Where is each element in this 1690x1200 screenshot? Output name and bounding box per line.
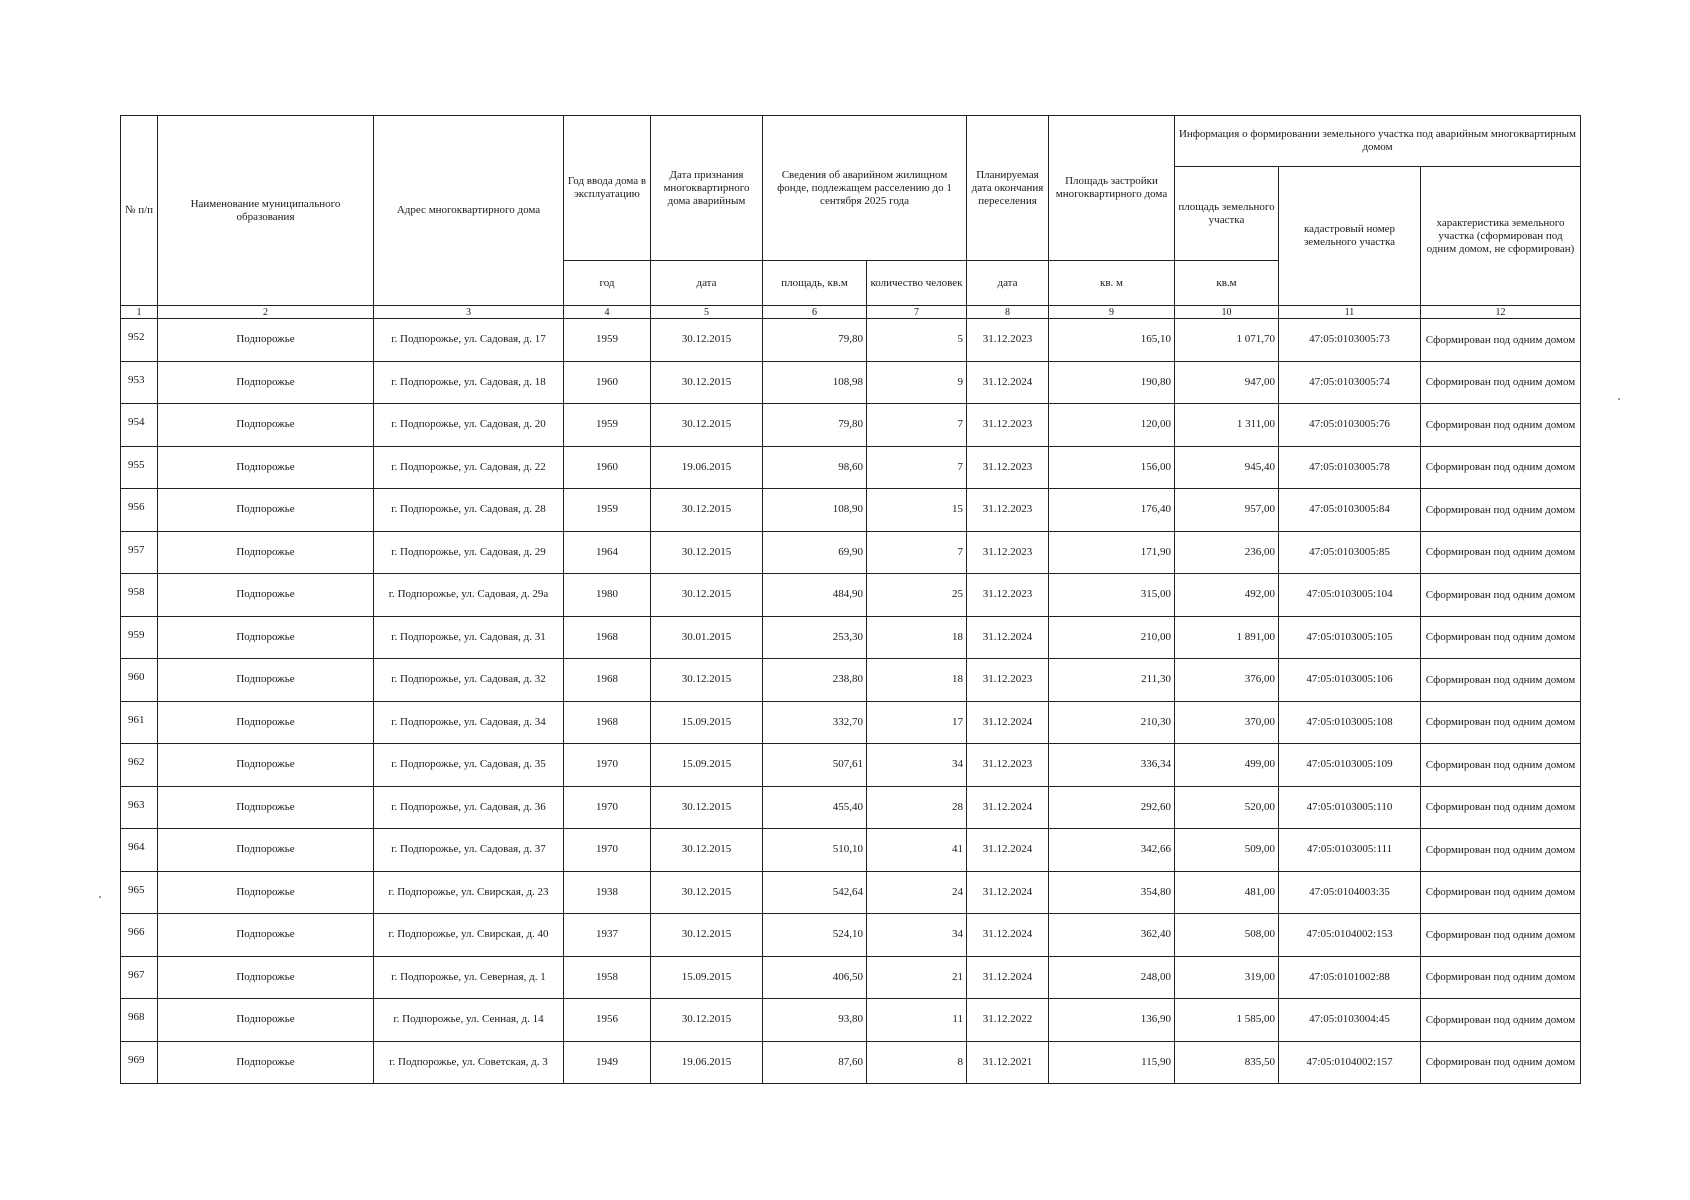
row-number: 965 [121,871,158,914]
header-land-area: площадь земельного участка [1175,167,1279,261]
row-number: 960 [121,659,158,702]
table-body [121,319,1581,1084]
address-cell: г. Подпорожье, ул. Садовая, д. 34 [374,701,564,744]
planned-date-cell: 31.12.2021 [967,1041,1049,1084]
area-cell: 542,64 [763,871,867,914]
cadastral-cell: 47:05:0104002:157 [1279,1041,1421,1084]
area-cell: 79,80 [763,404,867,447]
recognized-date-cell: 15.09.2015 [651,701,763,744]
cadastral-cell: 47:05:0103005:84 [1279,489,1421,532]
recognized-date-cell: 15.09.2015 [651,744,763,787]
area-cell: 524,10 [763,914,867,957]
col-number: 8 [967,306,1049,319]
address-cell: г. Подпорожье, ул. Садовая, д. 35 [374,744,564,787]
document-sheet [120,115,1581,1084]
people-cell: 9 [867,361,967,404]
row-number: 956 [121,489,158,532]
land-area-cell: 945,40 [1175,446,1279,489]
building-area-cell: 120,00 [1049,404,1175,447]
col-number: 10 [1175,306,1279,319]
planned-date-cell: 31.12.2023 [967,489,1049,532]
table-row [121,701,1581,744]
address-cell: г. Подпорожье, ул. Северная, д. 1 [374,956,564,999]
building-area-cell: 136,90 [1049,999,1175,1042]
unit-date-plan: дата [967,261,1049,306]
row-number: 962 [121,744,158,787]
land-char-cell: Сформирован под одним домом [1421,701,1581,744]
land-char-cell: Сформирован под одним домом [1421,404,1581,447]
area-cell: 507,61 [763,744,867,787]
recognized-date-cell: 30.12.2015 [651,914,763,957]
cadastral-cell: 47:05:0103005:106 [1279,659,1421,702]
table-row [121,786,1581,829]
recognized-date-cell: 15.09.2015 [651,956,763,999]
row-number: 952 [121,319,158,362]
recognized-date-cell: 30.12.2015 [651,659,763,702]
area-cell: 332,70 [763,701,867,744]
planned-date-cell: 31.12.2024 [967,361,1049,404]
municipality-cell: Подпорожье [158,531,374,574]
area-cell: 79,80 [763,319,867,362]
recognized-date-cell: 30.12.2015 [651,361,763,404]
planned-date-cell: 31.12.2023 [967,446,1049,489]
cadastral-cell: 47:05:0101002:88 [1279,956,1421,999]
municipality-cell: Подпорожье [158,701,374,744]
table-row [121,956,1581,999]
address-cell: г. Подпорожье, ул. Садовая, д. 32 [374,659,564,702]
year-cell: 1959 [564,319,651,362]
table-row [121,361,1581,404]
land-char-cell: Сформирован под одним домом [1421,914,1581,957]
address-cell: г. Подпорожье, ул. Сенная, д. 14 [374,999,564,1042]
header-emergency-fund: Сведения об аварийном жилищном фонде, подлежащем расселению до 1 сентября 2025 года [763,116,967,261]
recognized-date-cell: 19.06.2015 [651,446,763,489]
people-cell: 34 [867,744,967,787]
address-cell: г. Подпорожье, ул. Садовая, д. 37 [374,829,564,872]
people-cell: 25 [867,574,967,617]
table-row [121,404,1581,447]
people-cell: 7 [867,531,967,574]
row-number: 964 [121,829,158,872]
header-year-built: Год ввода дома в эксплуатацию [564,116,651,261]
land-area-cell: 1 585,00 [1175,999,1279,1042]
address-cell: г. Подпорожье, ул. Садовая, д. 20 [374,404,564,447]
year-cell: 1968 [564,616,651,659]
land-area-cell: 947,00 [1175,361,1279,404]
planned-date-cell: 31.12.2023 [967,659,1049,702]
land-char-cell: Сформирован под одним домом [1421,446,1581,489]
table-row [121,914,1581,957]
building-area-cell: 211,30 [1049,659,1175,702]
area-cell: 98,60 [763,446,867,489]
table-row [121,871,1581,914]
col-number: 12 [1421,306,1581,319]
address-cell: г. Подпорожье, ул. Садовая, д. 22 [374,446,564,489]
cadastral-cell: 47:05:0103005:110 [1279,786,1421,829]
row-number: 967 [121,956,158,999]
area-cell: 69,90 [763,531,867,574]
address-cell: г. Подпорожье, ул. Садовая, д. 18 [374,361,564,404]
cadastral-cell: 47:05:0103004:45 [1279,999,1421,1042]
municipality-cell: Подпорожье [158,574,374,617]
address-cell: г. Подпорожье, ул. Садовая, д. 29а [374,574,564,617]
land-area-cell: 1 891,00 [1175,616,1279,659]
land-char-cell: Сформирован под одним домом [1421,574,1581,617]
planned-date-cell: 31.12.2024 [967,701,1049,744]
cadastral-cell: 47:05:0103005:108 [1279,701,1421,744]
land-area-cell: 236,00 [1175,531,1279,574]
land-char-cell: Сформирован под одним домом [1421,744,1581,787]
planned-date-cell: 31.12.2023 [967,744,1049,787]
planned-date-cell: 31.12.2024 [967,786,1049,829]
cadastral-cell: 47:05:0103005:78 [1279,446,1421,489]
year-cell: 1937 [564,914,651,957]
planned-date-cell: 31.12.2024 [967,914,1049,957]
municipality-cell: Подпорожье [158,871,374,914]
land-char-cell: Сформирован под одним домом [1421,871,1581,914]
land-area-cell: 481,00 [1175,871,1279,914]
row-number: 955 [121,446,158,489]
building-area-cell: 342,66 [1049,829,1175,872]
building-area-cell: 336,34 [1049,744,1175,787]
land-char-cell: Сформирован под одним домом [1421,999,1581,1042]
land-area-cell: 957,00 [1175,489,1279,532]
col-number: 4 [564,306,651,319]
table-row [121,531,1581,574]
year-cell: 1964 [564,531,651,574]
row-number: 958 [121,574,158,617]
cadastral-cell: 47:05:0104003:35 [1279,871,1421,914]
land-area-cell: 1 311,00 [1175,404,1279,447]
table-row [121,616,1581,659]
municipality-cell: Подпорожье [158,956,374,999]
header-municipality: Наименование муниципального образования [158,116,374,306]
planned-date-cell: 31.12.2022 [967,999,1049,1042]
area-cell: 87,60 [763,1041,867,1084]
unit-people: количество человек [867,261,967,306]
row-number: 963 [121,786,158,829]
people-cell: 34 [867,914,967,957]
table-row [121,446,1581,489]
cadastral-cell: 47:05:0103005:85 [1279,531,1421,574]
area-cell: 108,90 [763,489,867,532]
municipality-cell: Подпорожье [158,616,374,659]
year-cell: 1938 [564,871,651,914]
scan-speck [99,896,101,898]
col-number: 6 [763,306,867,319]
recognized-date-cell: 30.12.2015 [651,786,763,829]
land-char-cell: Сформирован под одним домом [1421,361,1581,404]
land-area-cell: 370,00 [1175,701,1279,744]
year-cell: 1968 [564,701,651,744]
year-cell: 1958 [564,956,651,999]
people-cell: 15 [867,489,967,532]
address-cell: г. Подпорожье, ул. Советская, д. 3 [374,1041,564,1084]
area-cell: 484,90 [763,574,867,617]
municipality-cell: Подпорожье [158,446,374,489]
row-number: 959 [121,616,158,659]
people-cell: 7 [867,446,967,489]
cadastral-cell: 47:05:0103005:111 [1279,829,1421,872]
building-area-cell: 248,00 [1049,956,1175,999]
municipality-cell: Подпорожье [158,829,374,872]
cadastral-cell: 47:05:0104002:153 [1279,914,1421,957]
year-cell: 1970 [564,744,651,787]
building-area-cell: 190,80 [1049,361,1175,404]
scan-speck [1618,398,1620,400]
people-cell: 41 [867,829,967,872]
people-cell: 7 [867,404,967,447]
table-row [121,574,1581,617]
row-number: 954 [121,404,158,447]
header-cadastral: кадастровый номер земельного участка [1279,167,1421,306]
building-area-cell: 210,30 [1049,701,1175,744]
col-number: 2 [158,306,374,319]
table-row [121,829,1581,872]
col-number: 3 [374,306,564,319]
land-char-cell: Сформирован под одним домом [1421,659,1581,702]
area-cell: 108,98 [763,361,867,404]
land-char-cell: Сформирован под одним домом [1421,1041,1581,1084]
address-cell: г. Подпорожье, ул. Садовая, д. 36 [374,786,564,829]
header-land-info: Информация о формировании земельного участка под аварийным многоквартирным домом [1175,116,1581,167]
cadastral-cell: 47:05:0103005:109 [1279,744,1421,787]
land-area-cell: 319,00 [1175,956,1279,999]
table-row [121,1041,1581,1084]
recognized-date-cell: 30.01.2015 [651,616,763,659]
row-number: 953 [121,361,158,404]
table-row [121,744,1581,787]
planned-date-cell: 31.12.2024 [967,829,1049,872]
year-cell: 1956 [564,999,651,1042]
land-char-cell: Сформирован под одним домом [1421,489,1581,532]
header-planned-date: Планируемая дата окончания переселения [967,116,1049,261]
address-cell: г. Подпорожье, ул. Свирская, д. 23 [374,871,564,914]
row-number: 966 [121,914,158,957]
building-area-cell: 156,00 [1049,446,1175,489]
building-area-cell: 354,80 [1049,871,1175,914]
area-cell: 253,30 [763,616,867,659]
year-cell: 1968 [564,659,651,702]
planned-date-cell: 31.12.2024 [967,871,1049,914]
row-number: 961 [121,701,158,744]
year-cell: 1960 [564,446,651,489]
header-address: Адрес многоквартирного дома [374,116,564,306]
header-building-area: Площадь застройки многоквартирного дома [1049,116,1175,261]
building-area-cell: 362,40 [1049,914,1175,957]
col-number: 9 [1049,306,1175,319]
cadastral-cell: 47:05:0103005:76 [1279,404,1421,447]
unit-date: дата [651,261,763,306]
emergency-housing-table [120,115,1581,1084]
building-area-cell: 315,00 [1049,574,1175,617]
recognized-date-cell: 30.12.2015 [651,829,763,872]
year-cell: 1980 [564,574,651,617]
municipality-cell: Подпорожье [158,1041,374,1084]
municipality-cell: Подпорожье [158,999,374,1042]
table-row [121,999,1581,1042]
unit-sqm-land: кв.м [1175,261,1279,306]
recognized-date-cell: 30.12.2015 [651,319,763,362]
municipality-cell: Подпорожье [158,319,374,362]
land-char-cell: Сформирован под одним домом [1421,829,1581,872]
municipality-cell: Подпорожье [158,744,374,787]
land-area-cell: 492,00 [1175,574,1279,617]
year-cell: 1959 [564,489,651,532]
area-cell: 510,10 [763,829,867,872]
planned-date-cell: 31.12.2024 [967,616,1049,659]
cadastral-cell: 47:05:0103005:73 [1279,319,1421,362]
table-row [121,489,1581,532]
land-area-cell: 499,00 [1175,744,1279,787]
recognized-date-cell: 30.12.2015 [651,531,763,574]
people-cell: 18 [867,659,967,702]
recognized-date-cell: 30.12.2015 [651,871,763,914]
column-number-row [121,306,1581,319]
table-header [121,116,1581,319]
land-char-cell: Сформирован под одним домом [1421,319,1581,362]
table-row [121,319,1581,362]
row-number: 969 [121,1041,158,1084]
building-area-cell: 292,60 [1049,786,1175,829]
recognized-date-cell: 30.12.2015 [651,574,763,617]
people-cell: 21 [867,956,967,999]
municipality-cell: Подпорожье [158,914,374,957]
planned-date-cell: 31.12.2023 [967,531,1049,574]
building-area-cell: 165,10 [1049,319,1175,362]
area-cell: 455,40 [763,786,867,829]
area-cell: 93,80 [763,999,867,1042]
building-area-cell: 176,40 [1049,489,1175,532]
unit-area: площадь, кв.м [763,261,867,306]
year-cell: 1959 [564,404,651,447]
planned-date-cell: 31.12.2023 [967,574,1049,617]
building-area-cell: 210,00 [1049,616,1175,659]
address-cell: г. Подпорожье, ул. Садовая, д. 29 [374,531,564,574]
row-number: 957 [121,531,158,574]
header-num: № п/п [121,116,158,306]
people-cell: 28 [867,786,967,829]
col-number: 1 [121,306,158,319]
land-area-cell: 509,00 [1175,829,1279,872]
land-area-cell: 835,50 [1175,1041,1279,1084]
cadastral-cell: 47:05:0103005:105 [1279,616,1421,659]
land-area-cell: 376,00 [1175,659,1279,702]
header-date-recognized: Дата признания многоквартирного дома аварийным [651,116,763,261]
col-number: 11 [1279,306,1421,319]
planned-date-cell: 31.12.2023 [967,319,1049,362]
recognized-date-cell: 30.12.2015 [651,999,763,1042]
address-cell: г. Подпорожье, ул. Свирская, д. 40 [374,914,564,957]
unit-year: год [564,261,651,306]
building-area-cell: 171,90 [1049,531,1175,574]
people-cell: 5 [867,319,967,362]
municipality-cell: Подпорожье [158,786,374,829]
land-area-cell: 508,00 [1175,914,1279,957]
year-cell: 1949 [564,1041,651,1084]
area-cell: 238,80 [763,659,867,702]
land-char-cell: Сформирован под одним домом [1421,531,1581,574]
recognized-date-cell: 19.06.2015 [651,1041,763,1084]
recognized-date-cell: 30.12.2015 [651,404,763,447]
header-land-char: характеристика земельного участка (сформирован под одним домом, не сформирован) [1421,167,1581,306]
land-char-cell: Сформирован под одним домом [1421,786,1581,829]
col-number: 5 [651,306,763,319]
area-cell: 406,50 [763,956,867,999]
municipality-cell: Подпорожье [158,404,374,447]
address-cell: г. Подпорожье, ул. Садовая, д. 17 [374,319,564,362]
table-row [121,659,1581,702]
land-area-cell: 520,00 [1175,786,1279,829]
planned-date-cell: 31.12.2023 [967,404,1049,447]
people-cell: 11 [867,999,967,1042]
people-cell: 24 [867,871,967,914]
municipality-cell: Подпорожье [158,659,374,702]
unit-sqm-build: кв. м [1049,261,1175,306]
address-cell: г. Подпорожье, ул. Садовая, д. 28 [374,489,564,532]
cadastral-cell: 47:05:0103005:104 [1279,574,1421,617]
col-number: 7 [867,306,967,319]
recognized-date-cell: 30.12.2015 [651,489,763,532]
year-cell: 1970 [564,829,651,872]
building-area-cell: 115,90 [1049,1041,1175,1084]
row-number: 968 [121,999,158,1042]
land-char-cell: Сформирован под одним домом [1421,956,1581,999]
land-char-cell: Сформирован под одним домом [1421,616,1581,659]
land-area-cell: 1 071,70 [1175,319,1279,362]
municipality-cell: Подпорожье [158,361,374,404]
people-cell: 18 [867,616,967,659]
planned-date-cell: 31.12.2024 [967,956,1049,999]
year-cell: 1970 [564,786,651,829]
municipality-cell: Подпорожье [158,489,374,532]
people-cell: 8 [867,1041,967,1084]
people-cell: 17 [867,701,967,744]
year-cell: 1960 [564,361,651,404]
cadastral-cell: 47:05:0103005:74 [1279,361,1421,404]
address-cell: г. Подпорожье, ул. Садовая, д. 31 [374,616,564,659]
